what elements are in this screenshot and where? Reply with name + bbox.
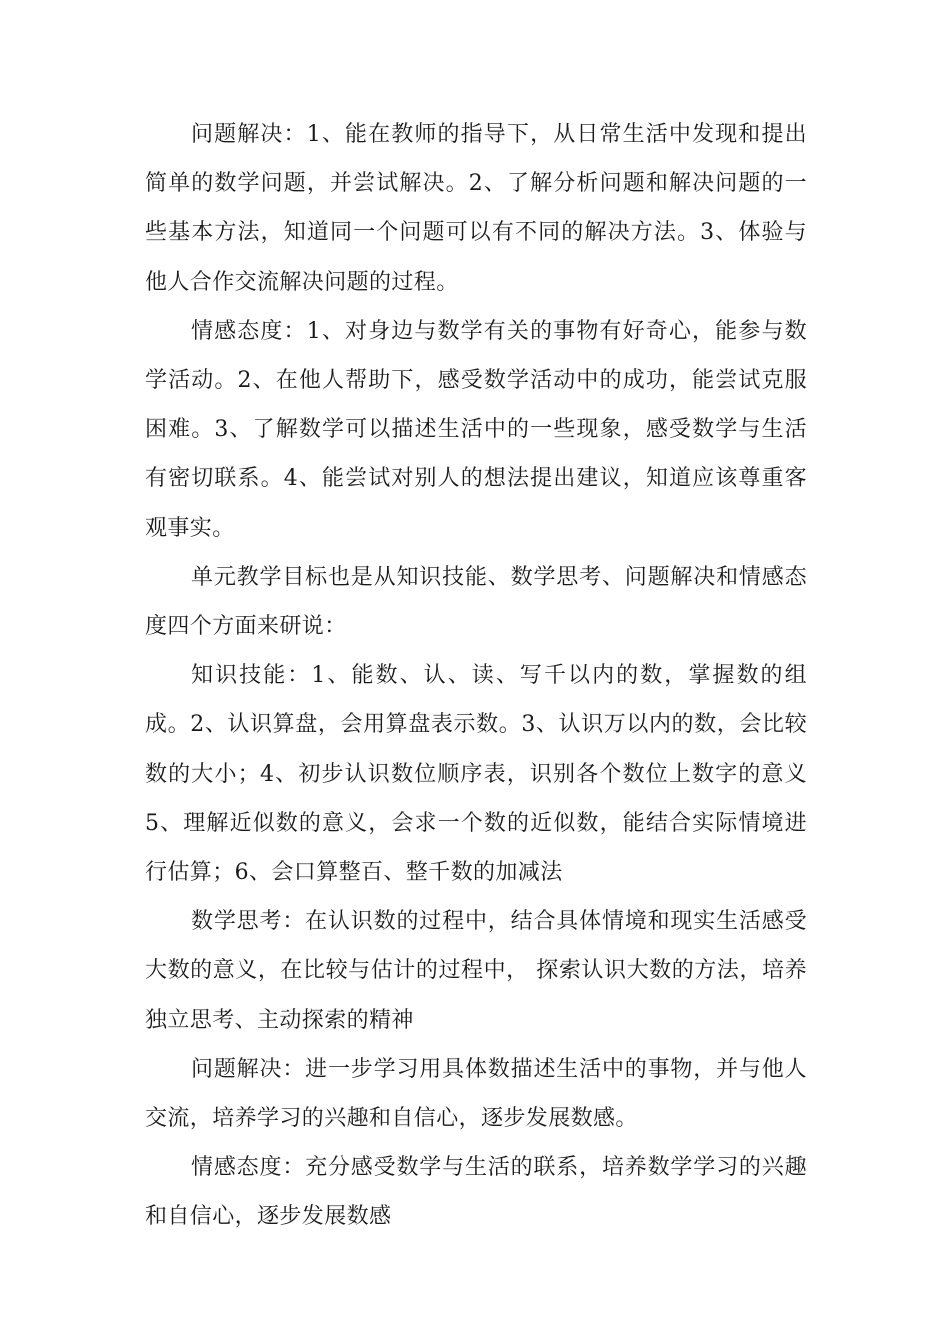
paragraph-knowledge-skills: 知识技能：1、能数、认、读、写千以内的数，掌握数的组成。2、认识算盘，会用算盘表示数。3、认识万以内的数，会比较数的大小；4、初步认识数位顺序表，识别各个数位上数字的意义5、理解近似数的意义，会求一个数的近似数，能结合实际情境进行估算；6、会口算整百、整千数的加减法 <box>145 663 807 886</box>
document-body <box>145 110 807 1242</box>
paragraph-problem-solving-2: 问题解决：进一步学习用具体数描述生活中的事物，并与他人交流，培养学习的兴趣和自信心，逐步发展数感。 <box>145 1056 807 1132</box>
paragraph-emotional-attitude-1: 情感态度：1、对身边与数学有关的事物有好奇心，能参与数学活动。2、在他人帮助下，感受数学活动中的成功，能尝试克服困难。3、了解数学可以描述生活中的一些现象，感受数学与生活有密切联系。4、能尝试对别人的想法提出建议，知道应该尊重客观事实。 <box>145 318 807 541</box>
paragraph-math-thinking: 数学思考：在认识数的过程中，结合具体情境和现实生活感受大数的意义，在比较与估计的过程中， 探索认识大数的方法，培养独立思考、主动探索的精神 <box>145 909 807 1033</box>
paragraph-problem-solving-1: 问题解决：1、能在教师的指导下，从日常生活中发现和提出简单的数学问题，并尝试解决。2、了解分析问题和解决问题的一些基本方法，知道同一个问题可以有不同的解决方法。3、体验与他人合作交流解决问题的过程。 <box>145 122 807 295</box>
paragraph-emotional-attitude-2: 情感态度：充分感受数学与生活的联系，培养数学学习的兴趣和自信心，逐步发展数感 <box>145 1155 807 1230</box>
paragraph-unit-goals-intro: 单元教学目标也是从知识技能、数学思考、问题解决和情感态度四个方面来研说： <box>145 564 807 640</box>
